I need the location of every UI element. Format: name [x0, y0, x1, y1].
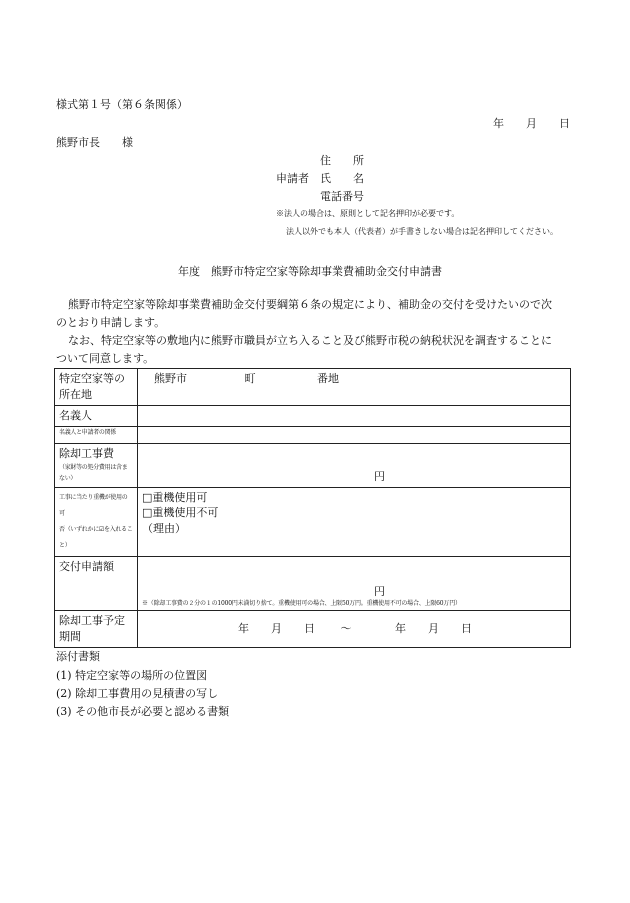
- period-label-line-2: 期間: [59, 630, 81, 644]
- period-separator: ～: [340, 622, 352, 636]
- machine-ok-checkbox[interactable]: □重機使用可: [142, 490, 208, 504]
- period-to: 年 月 日: [395, 622, 472, 636]
- period-from: 年 月 日: [238, 622, 315, 636]
- row-owner: [55, 405, 571, 426]
- relation-field[interactable]: [138, 426, 571, 443]
- cost-label-text: 除却工事費: [59, 446, 114, 460]
- location-label-line-1: 特定空家等の: [59, 372, 125, 385]
- attachment-item-1: (1) 特定空家等の場所の位置図: [56, 669, 208, 682]
- relation-label: 名義人と申請者の関係: [55, 426, 138, 443]
- machine-field: [138, 487, 571, 557]
- row-period: [55, 611, 571, 648]
- cost-field[interactable]: [138, 443, 571, 487]
- applicant-note-1: ※法人の場合は、原則として記名押印が必要です。: [276, 209, 460, 218]
- document-title: 年度 熊野市特定空家等除却事業費補助金交付申請書: [178, 265, 442, 278]
- attachments-title: 添付書類: [56, 650, 100, 663]
- attachment-item-2: (2) 除却工事費用の見積書の写し: [56, 687, 219, 700]
- paragraph-2-line-1: なお、特定空家等の敷地内に熊野市職員が立ち入ること及び熊野市税の納税状況を調査することに: [68, 334, 552, 347]
- location-field[interactable]: [138, 369, 571, 406]
- row-grant: [55, 557, 571, 611]
- name-label: 氏 名: [320, 172, 364, 185]
- machine-label: [55, 487, 138, 557]
- location-city: 熊野市: [154, 372, 187, 385]
- period-label-line-1: 除却工事予定: [59, 614, 125, 628]
- application-table: [54, 368, 571, 648]
- row-cost: [55, 443, 571, 487]
- applicant-label: 申請者: [276, 172, 309, 185]
- grant-label: 交付申請額: [55, 557, 138, 611]
- owner-field[interactable]: [138, 405, 571, 426]
- grant-yen: 円: [374, 584, 385, 598]
- owner-label: 名義人: [55, 405, 138, 426]
- address-label: 住 所: [320, 154, 364, 167]
- addressee: 熊野市長 様: [56, 136, 133, 149]
- paragraph-1-line-1: 熊野市特定空家等除却事業費補助金交付要綱第６条の規定により、補助金の交付を受けたいので次: [68, 298, 552, 311]
- machine-label-line-1: 工事に当たり重機が使用の可: [59, 493, 128, 517]
- machine-label-line-2: 否（いずれかに☑を入れるこ: [59, 525, 133, 533]
- paragraph-2-line-2: ついて同意します。: [56, 352, 155, 365]
- grant-field[interactable]: [138, 557, 571, 611]
- date-line: 年 月 日: [493, 117, 570, 130]
- machine-ng-checkbox[interactable]: □重機使用不可: [142, 506, 219, 520]
- phone-label: 電話番号: [320, 190, 364, 203]
- cost-sublabel: （家財等の処分費用は含まない）: [59, 463, 128, 483]
- period-label: [55, 611, 138, 648]
- location-town: 町: [244, 372, 256, 385]
- form-number: 様式第１号（第６条関係）: [56, 98, 188, 111]
- cost-label: [55, 443, 138, 487]
- cost-yen: 円: [374, 469, 385, 483]
- period-field[interactable]: [138, 611, 571, 648]
- attachment-item-3: (3) その他市長が必要と認める書類: [56, 705, 230, 718]
- reason-label: （理由）: [142, 522, 186, 536]
- row-location: [55, 369, 571, 406]
- location-label-line-2: 所在地: [59, 387, 92, 401]
- location-lot: 番地: [317, 372, 339, 385]
- row-relation: [55, 426, 571, 443]
- grant-note: ※（除却工事費の２分の１の1000円未満切り捨て。重機使用可の場合、上限50万円。重機使用不可の場合、上限60万円）: [142, 599, 461, 607]
- paragraph-1-line-2: のとおり申請します。: [56, 316, 166, 329]
- machine-label-line-3: と）: [59, 542, 71, 550]
- row-machine: [55, 487, 571, 557]
- applicant-note-2: 法人以外でも本人（代表者）が手書きしない場合は記名押印してください。: [286, 227, 558, 236]
- location-label: [55, 369, 138, 406]
